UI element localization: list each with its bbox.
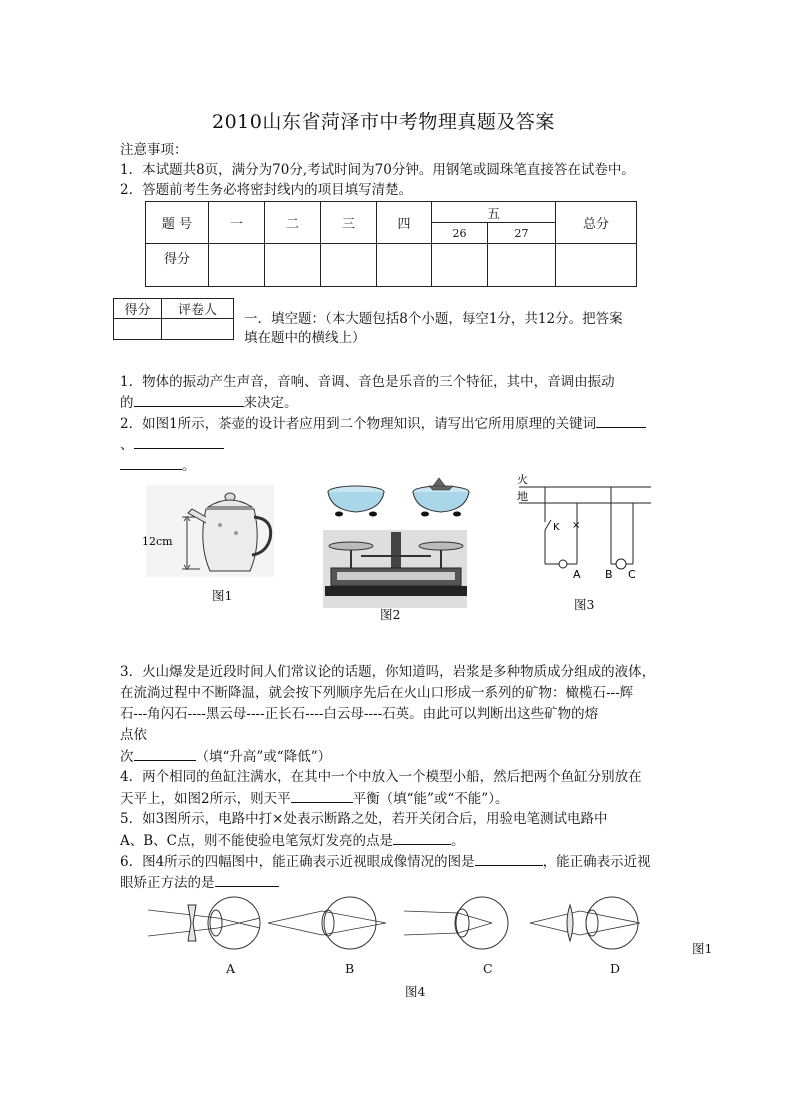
q2-line2: [120, 434, 224, 455]
q2-separator: 、: [120, 437, 134, 453]
fig2-caption: 图2: [380, 607, 401, 622]
score-header-total: 总分: [556, 202, 637, 244]
circuit-switch-label: K: [553, 522, 560, 533]
q6-mid: ，能正确表示近视: [542, 854, 651, 870]
fig4-label-b: B: [345, 961, 355, 976]
q6-answer-blank-2[interactable]: [215, 872, 279, 887]
grader-table: [113, 298, 234, 340]
q4-line2: [120, 788, 508, 809]
notice-item-2: 2．答题前考生务必将密封线内的项目填写清楚。: [120, 182, 413, 198]
eye-diagram-b: [268, 893, 398, 953]
q5-line2: [120, 830, 465, 851]
q2-line3: [120, 455, 196, 476]
q3-answer-blank[interactable]: [134, 746, 196, 761]
q2-answer-blank-2[interactable]: [134, 434, 224, 449]
circuit-ground-label: 地: [517, 490, 528, 503]
score-cell[interactable]: [556, 244, 637, 287]
circuit-point-a: A: [573, 568, 581, 581]
q1-line2: [120, 392, 298, 413]
fig4-label-a: A: [226, 961, 236, 976]
q2-line1: [120, 413, 646, 434]
q4-pre: 天平上，如图2所示，则天平: [120, 791, 291, 807]
circuit-break-mark: ×: [572, 520, 581, 531]
score-header-4: 四: [377, 202, 432, 244]
page-title: 2010山东省菏泽市中考物理真题及答案: [212, 111, 555, 133]
score-header-26: 26: [432, 223, 488, 244]
eye-diagram-a: [148, 893, 278, 953]
fig4-side-caption: 图1: [692, 941, 713, 956]
score-header-2: 二: [265, 202, 321, 244]
fig1-caption: 图1: [212, 588, 233, 603]
circuit-live-label: 火: [517, 473, 528, 486]
eye-diagram-c: [404, 893, 534, 953]
q3-line5: [120, 746, 331, 767]
score-cell[interactable]: [377, 244, 432, 287]
score-cell[interactable]: [488, 244, 556, 287]
q3-line2: 在流淌过程中不断降温，就会按下列顺序先后在火山口形成一系列的矿物：橄榄石---辉: [120, 685, 634, 701]
grader-name-label: 评卷人: [162, 299, 234, 319]
q2-answer-blank-3[interactable]: [120, 455, 182, 470]
q3-line3: 石---角闪石----黑云母----正长石----白云母----石英。由此可以判断出这些矿物的熔: [120, 706, 599, 722]
q4-post: 平衡（填“能”或“不能”）。: [352, 791, 509, 807]
q6-line2-text: 眼矫正方法的是: [120, 875, 215, 891]
q2-text: 2．如图1所示，茶壶的设计者应用到二个物理知识，请写出它所用原理的关键词: [120, 416, 597, 432]
q6-line2: [120, 872, 279, 893]
teapot-height-label: 12cm: [142, 535, 173, 548]
q2-answer-blank-1[interactable]: [596, 413, 646, 428]
q6-answer-blank-1[interactable]: [475, 851, 543, 866]
score-header-5: 五: [432, 202, 556, 223]
score-header-number: 题 号: [146, 202, 209, 244]
circuit-figure: [515, 470, 655, 580]
q1-pre: 的: [120, 395, 134, 411]
q3-line1: 3．火山爆发是近段时间人们常议论的话题，你知道吗，岩浆是多种物质成分组成的液体，: [120, 664, 656, 680]
score-header-3: 三: [321, 202, 377, 244]
q5-answer-blank[interactable]: [393, 830, 451, 845]
q3-post: （填“升高”或“降低”）: [195, 749, 332, 765]
score-cell[interactable]: [209, 244, 265, 287]
q5-post: 。: [451, 833, 465, 849]
section1-line2: 填在题中的横线上）: [244, 330, 366, 346]
q4-answer-blank[interactable]: [291, 788, 353, 803]
score-cell[interactable]: [432, 244, 488, 287]
fig4-caption: 图4: [405, 984, 426, 999]
score-table: [145, 201, 637, 287]
fig4-label-c: C: [483, 961, 493, 976]
notice-heading: 注意事项：: [120, 142, 188, 158]
q5-pre: A、B、C点，则不能使验电笔氖灯发亮的点是: [120, 833, 393, 849]
notice-item-1: 1．本试题共8页，满分为70分,考试时间为70分钟。用钢笔或圆珠笔直接答在试卷中。: [120, 162, 635, 178]
circuit-point-c: C: [628, 568, 636, 581]
q1-line1: 1．物体的振动产生声音，音响、音调、音色是乐音的三个特征，其中，音调由振动: [120, 374, 615, 390]
grader-score-cell[interactable]: [114, 319, 162, 340]
eye-diagram-d: [530, 893, 660, 953]
q1-answer-blank[interactable]: [134, 392, 244, 407]
q1-post: 来决定。: [243, 395, 298, 411]
score-cell[interactable]: [321, 244, 377, 287]
q3-pre: 次: [120, 749, 134, 765]
q5-line1: 5．如3图所示，电路中打×处表示断路之处，若开关闭合后，用验电笔测试电路中: [120, 811, 608, 827]
q6-line1: [120, 851, 651, 872]
score-cell[interactable]: [265, 244, 321, 287]
score-header-1: 一: [209, 202, 265, 244]
balance-figure: [321, 470, 471, 610]
score-row-label: 得分: [146, 244, 209, 287]
grader-name-cell[interactable]: [162, 319, 234, 340]
q4-line1: 4．两个相同的鱼缸注满水，在其中一个中放入一个模型小船，然后把两个鱼缸分别放在: [120, 769, 642, 785]
section1-line1: 一．填空题：（本大题包括8个小题，每空1分，共12分。把答案: [244, 311, 623, 327]
fig4-label-d: D: [610, 961, 621, 976]
circuit-point-b: B: [605, 568, 613, 581]
q2-end: 。: [182, 458, 196, 474]
score-header-27: 27: [488, 223, 556, 244]
q3-line4: 点依: [120, 727, 147, 743]
q6-pre: 6．图4所示的四幅图中，能正确表示近视眼成像情况的图是: [120, 854, 475, 870]
grader-score-label: 得分: [114, 299, 162, 319]
teapot-figure: [140, 483, 280, 583]
fig3-caption: 图3: [574, 597, 595, 612]
